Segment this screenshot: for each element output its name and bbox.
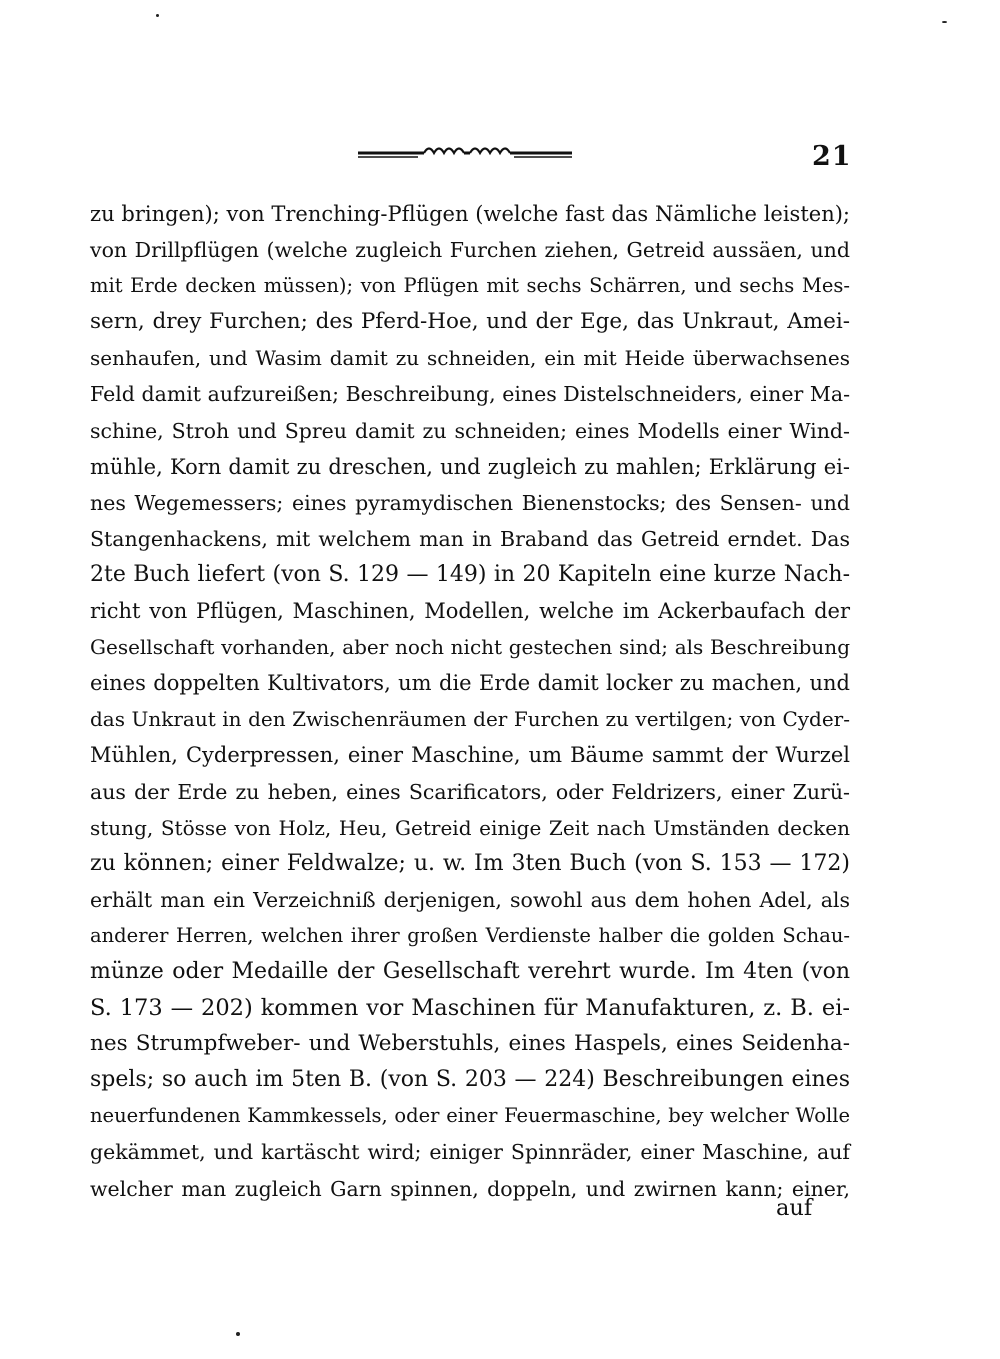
text-line: schine, Stroh und Spreu damit zu schneiden; eines Modells einer Wind- <box>90 418 850 443</box>
text-line: nes Strumpfweber- und Weberstuhls, eines Haspels, eines Seidenha- <box>90 1031 850 1057</box>
text-line: sern, drey Furchen; des Pferd-Hoe, und der Ege, das Unkraut, Amei- <box>90 309 850 335</box>
body-text <box>90 196 850 1207</box>
text-line: mühle, Korn damit zu dreschen, und zugleich zu mahlen; Erklärung ei- <box>90 454 850 479</box>
text-line: Feld damit aufzureißen; Beschreibung, eines Distelschneiders, einer Ma- <box>90 382 850 407</box>
text-line: mit Erde decken müssen); von Pflügen mit sechs Schärren, und sechs Mes- <box>90 274 850 298</box>
text-line: welcher man zugleich Garn spinnen, doppeln, und zwirnen kann; einer, <box>90 1176 850 1201</box>
ink-speck <box>942 21 947 23</box>
text-line: anderer Herren, welchen ihrer großen Verdienste halber die golden Schau- <box>90 923 850 947</box>
text-line: Stangenhackens, mit welchem man in Braband das Getreid erndet. Das <box>90 526 850 551</box>
text-line: nes Wegemessers; eines pyramydischen Bienenstocks; des Sensen- und <box>90 490 850 515</box>
text-line: spels; so auch im 5ten B. (von S. 203 — 224) Beschreibungen eines <box>90 1067 850 1093</box>
header-ornament <box>358 140 572 162</box>
text-line: zu bringen); von Trenching-Pflügen (welche fast das Nämliche leisten); <box>90 202 850 226</box>
catchword: auf <box>776 1195 813 1221</box>
text-line: münze oder Medaille der Gesellschaft verehrt wurde. Im 4ten (von <box>90 958 850 984</box>
text-line: eines doppelten Kultivators, um die Erde damit locker zu machen, und <box>90 671 850 696</box>
text-line: das Unkraut in den Zwischenräumen der Furchen zu vertilgen; von Cyder- <box>90 707 850 732</box>
text-line: aus der Erde zu heben, eines Scarificators, oder Feldrizers, einer Zurü- <box>90 779 850 804</box>
ink-speck <box>236 1332 240 1336</box>
text-line: S. 173 — 202) kommen vor Maschinen für Manufakturen, z. B. ei- <box>90 995 850 1022</box>
text-line: erhält man ein Verzeichniß derjenigen, sowohl aus dem hohen Adel, als <box>90 887 850 912</box>
ink-speck <box>156 14 159 17</box>
text-line: neuerfundenen Kammkessels, oder einer Feuermaschine, bey welcher Wolle <box>90 1104 850 1128</box>
text-line: richt von Pflügen, Maschinen, Modellen, welche im Ackerbaufach der <box>90 599 850 624</box>
text-line: senhaufen, und Wasim damit zu schneiden, ein mit Heide überwachsenes <box>90 346 850 371</box>
text-line: von Drillpflügen (welche zugleich Furchen ziehen, Getreid aussäen, und <box>90 238 850 263</box>
text-line: gekämmet, und kartäscht wird; einiger Spinnräder, einer Maschine, auf <box>90 1140 850 1165</box>
text-line: Mühlen, Cyderpressen, einer Maschine, um Bäume sammt der Wurzel <box>90 743 850 768</box>
text-line: stung, Stösse von Holz, Heu, Getreid einige Zeit nach Umständen decken <box>90 815 850 840</box>
text-line: zu können; einer Feldwalze; u. w. Im 3ten Buch (von S. 153 — 172) <box>90 850 850 876</box>
text-line: Gesellschaft vorhanden, aber noch nicht gestechen sind; als Beschreibung <box>90 635 850 660</box>
page-number: 21 <box>812 141 852 172</box>
text-line: 2te Buch liefert (von S. 129 — 149) in 20 Kapiteln eine kurze Nach- <box>90 561 850 587</box>
